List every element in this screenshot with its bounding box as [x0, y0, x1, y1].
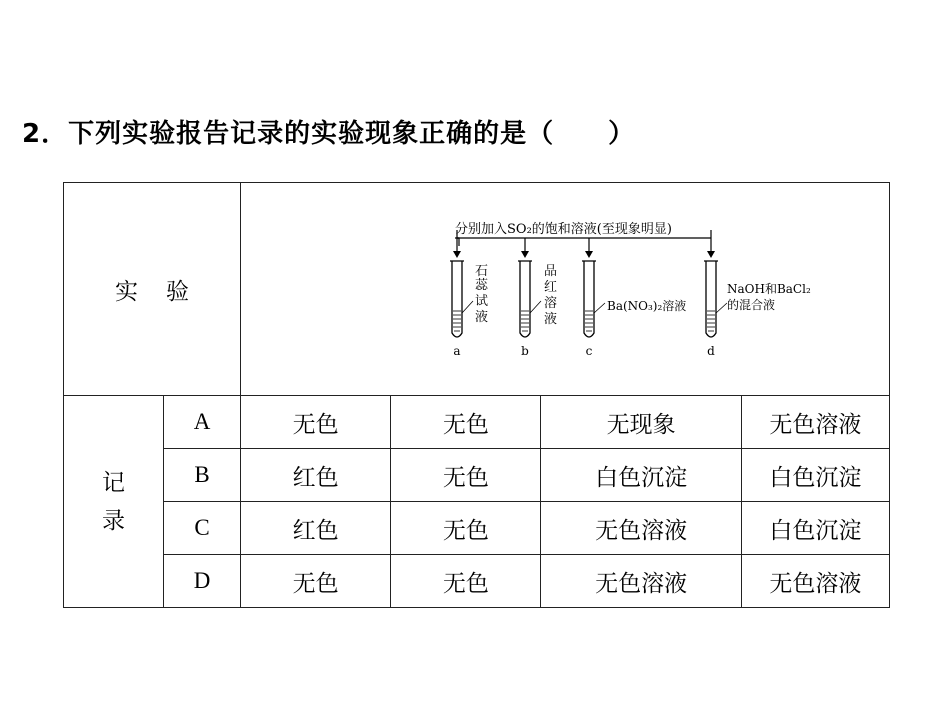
tube-b-reagent-char: 液	[544, 312, 558, 327]
table-cell: 无色溶液	[741, 396, 889, 449]
tube-a-reagent-char: 石	[475, 264, 489, 279]
record-row-c	[64, 502, 890, 555]
row-letter: B	[164, 449, 241, 502]
test-tube-diagram	[241, 183, 889, 395]
experiment-label-char: 实	[115, 278, 138, 305]
row-letter: C	[164, 502, 241, 555]
row-letter: D	[164, 555, 241, 608]
test-tube-d	[704, 261, 727, 337]
table-cell: 无色溶液	[741, 555, 889, 608]
record-row-d	[64, 555, 890, 608]
table-cell: 无色溶液	[541, 502, 741, 555]
test-tube-b	[518, 261, 541, 337]
table-cell: 红色	[241, 449, 391, 502]
table-cell: 白色沉淀	[741, 502, 889, 555]
table-cell: 无色	[391, 449, 541, 502]
table-cell: 无色溶液	[541, 555, 741, 608]
table-cell: 无色	[391, 502, 541, 555]
test-tube-c	[582, 261, 605, 337]
table-cell: 无色	[241, 396, 391, 449]
tube-b-reagent-char: 溶	[544, 296, 558, 311]
experiment-record-table	[63, 182, 890, 608]
tube-a-reagent-char: 液	[475, 310, 489, 325]
table-cell: 无色	[391, 396, 541, 449]
record-header-cell	[64, 396, 164, 608]
tube-letter-a: a	[453, 344, 461, 358]
tube-d-reagent-line: 的混合液	[727, 298, 776, 312]
tube-letter-b: b	[521, 344, 529, 358]
record-row-b	[64, 449, 890, 502]
table-cell: 无色	[241, 555, 391, 608]
table-cell: 无现象	[541, 396, 741, 449]
tube-c-reagent: Ba(NO₃)₂溶液	[607, 299, 687, 313]
tube-letter-d: d	[707, 344, 715, 358]
table-cell: 白色沉淀	[741, 449, 889, 502]
arrow-heads	[453, 251, 715, 258]
experiment-header-cell	[64, 183, 241, 396]
diagram-top-label: 分别加入SO₂的饱和溶液(至现象明显)	[455, 222, 672, 237]
experiment-label-char: 验	[166, 278, 189, 305]
test-tube-a	[450, 261, 473, 337]
table-cell: 红色	[241, 502, 391, 555]
table-cell: 无色	[391, 555, 541, 608]
record-row-a	[64, 396, 890, 449]
row-letter: A	[164, 396, 241, 449]
tube-b-reagent-char: 品	[544, 264, 558, 279]
tube-a-reagent-char: 蕊	[475, 278, 489, 293]
question-text: 2．下列实验报告记录的实验现象正确的是（ ）	[22, 119, 636, 149]
experiment-diagram-cell	[241, 183, 890, 396]
record-label-char: 录	[102, 507, 125, 534]
tube-letter-c: c	[585, 344, 593, 358]
tube-b-reagent-char: 红	[544, 280, 558, 295]
table-cell: 白色沉淀	[541, 449, 741, 502]
record-label-char: 记	[102, 469, 125, 496]
tube-a-reagent-char: 试	[475, 294, 489, 309]
tube-d-reagent-line: NaOH和BaCl₂	[727, 282, 811, 296]
